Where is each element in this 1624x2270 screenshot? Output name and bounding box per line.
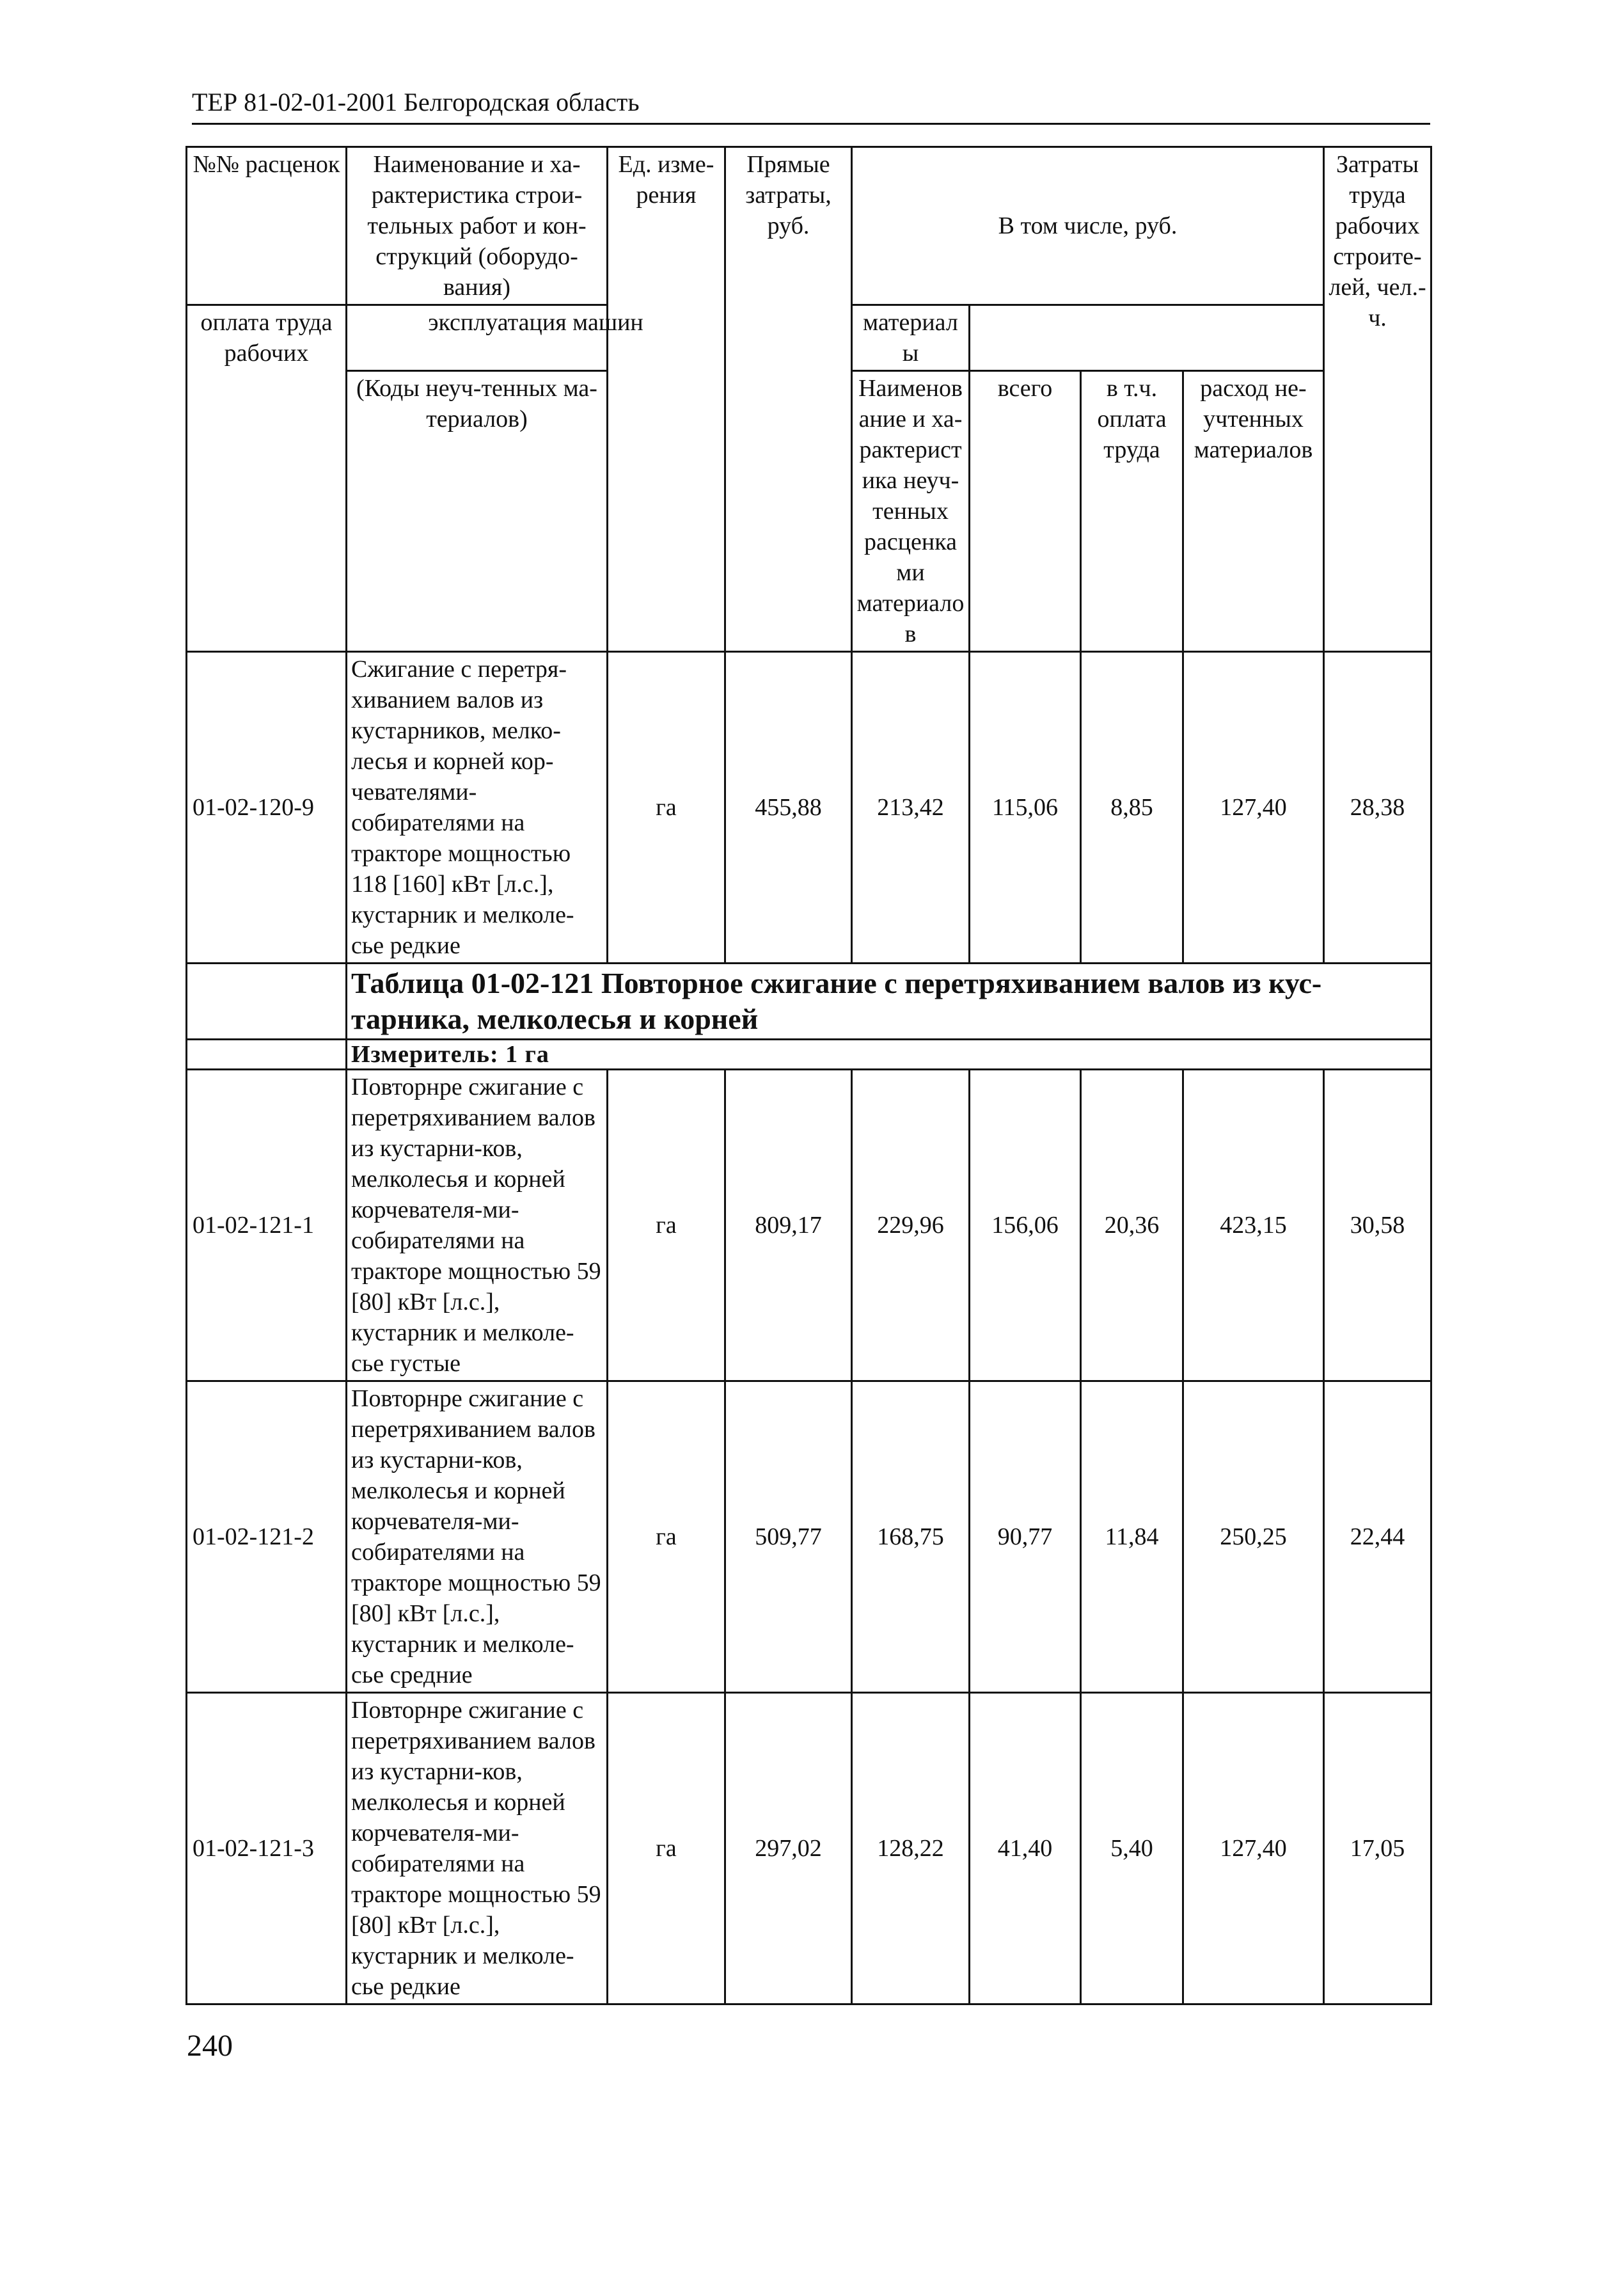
unit-row	[187, 1040, 1431, 1070]
table-title: Таблица 01-02-121 Повторное сжигание с перетряхиванием валов из кус-тарника, мелколесья и корней	[347, 964, 1431, 1040]
header-materials: материалы	[852, 305, 970, 371]
header-unaccounted-materials: расход не-учтенных материалов	[1183, 371, 1324, 652]
rate-unit: га	[608, 652, 725, 964]
table-row	[187, 1070, 1431, 1381]
rate-materials: 250,25	[1183, 1381, 1324, 1693]
rate-machines-incl-pay: 5,40	[1081, 1693, 1183, 2004]
header-row	[187, 147, 1431, 305]
empty-cell	[187, 964, 347, 1040]
rate-unit: га	[608, 1070, 725, 1381]
rate-labor: 17,05	[1324, 1693, 1431, 2004]
document-header: ТЕР 81-02-01-2001 Белгородская область	[192, 87, 1430, 125]
rate-machines-total: 156,06	[970, 1070, 1081, 1381]
header-unit: Ед. изме-рения	[608, 147, 725, 652]
header-worker-pay: оплата труда рабочих	[187, 305, 347, 652]
table-row	[187, 1381, 1431, 1693]
page-number: 240	[187, 2029, 233, 2063]
rate-description: Повторнре сжигание с перетряхиванием валов из кустарни-ков, мелколесья и корней корчевателя-ми-собирателями на тракторе мощностью 59 [80] кВт [л.с.], кустарник и мелколе-сье густые	[347, 1070, 608, 1381]
header-machines-incl-pay: в т.ч. оплата труда	[1081, 371, 1183, 652]
rate-labor: 28,38	[1324, 652, 1431, 964]
rate-code: 01-02-120-9	[187, 652, 347, 964]
rate-machines-incl-pay: 11,84	[1081, 1381, 1183, 1693]
header-name: Наименование и ха-рактеристика строи-тельных работ и кон-струкций (оборудо-вания)	[347, 147, 608, 305]
empty-cell	[187, 1040, 347, 1070]
rate-direct-costs: 297,02	[725, 1693, 852, 2004]
rate-direct-costs: 809,17	[725, 1070, 852, 1381]
rate-materials: 127,40	[1183, 1693, 1324, 2004]
header-machines: эксплуатация машин	[347, 305, 725, 371]
header-labor: Затраты труда рабочих строите-лей, чел.-ч.	[1324, 147, 1431, 652]
rate-worker-pay: 229,96	[852, 1070, 970, 1381]
rate-machines-total: 41,40	[970, 1693, 1081, 2004]
rate-materials: 423,15	[1183, 1070, 1324, 1381]
table-row	[187, 652, 1431, 964]
table-row	[187, 1693, 1431, 2004]
header-name-2: Наименование и ха-рактеристика неуч-тенных расценками материалов	[852, 371, 970, 652]
unit-line: Измеритель: 1 га	[347, 1040, 1431, 1070]
rate-code: 01-02-121-2	[187, 1381, 347, 1693]
rate-machines-incl-pay: 20,36	[1081, 1070, 1183, 1381]
header-code: №№ расценок	[187, 147, 347, 305]
header-code-2: (Коды неуч-тенных ма-териалов)	[347, 371, 608, 652]
rate-machines-total: 115,06	[970, 652, 1081, 964]
table-title-row	[187, 964, 1431, 1040]
rate-unit: га	[608, 1693, 725, 2004]
rate-machines-total: 90,77	[970, 1381, 1081, 1693]
header-including: В том числе, руб.	[852, 147, 1324, 305]
rates-table	[185, 146, 1432, 2005]
header-direct-costs: Прямые затраты, руб.	[725, 147, 852, 652]
header-machines-total: всего	[970, 371, 1081, 652]
rate-machines-incl-pay: 8,85	[1081, 652, 1183, 964]
rate-code: 01-02-121-1	[187, 1070, 347, 1381]
rate-description: Сжигание с перетря-хиванием валов из кустарников, мелко-лесья и корней кор-чевателями-собирателями на тракторе мощностью 118 [160] кВт [л.с.], кустарник и мелколе-сье редкие	[347, 652, 608, 964]
rate-direct-costs: 509,77	[725, 1381, 852, 1693]
rate-labor: 22,44	[1324, 1381, 1431, 1693]
rate-labor: 30,58	[1324, 1070, 1431, 1381]
rate-worker-pay: 213,42	[852, 652, 970, 964]
rate-description: Повторнре сжигание с перетряхиванием валов из кустарни-ков, мелколесья и корней корчевателя-ми-собирателями на тракторе мощностью 59 [80] кВт [л.с.], кустарник и мелколе-сье редкие	[347, 1693, 608, 2004]
rate-worker-pay: 128,22	[852, 1693, 970, 2004]
rate-code: 01-02-121-3	[187, 1693, 347, 2004]
rate-worker-pay: 168,75	[852, 1381, 970, 1693]
rate-description: Повторнре сжигание с перетряхиванием валов из кустарни-ков, мелколесья и корней корчевателя-ми-собирателями на тракторе мощностью 59 [80] кВт [л.с.], кустарник и мелколе-сье средние	[347, 1381, 608, 1693]
rate-unit: га	[608, 1381, 725, 1693]
rate-materials: 127,40	[1183, 652, 1324, 964]
rate-direct-costs: 455,88	[725, 652, 852, 964]
